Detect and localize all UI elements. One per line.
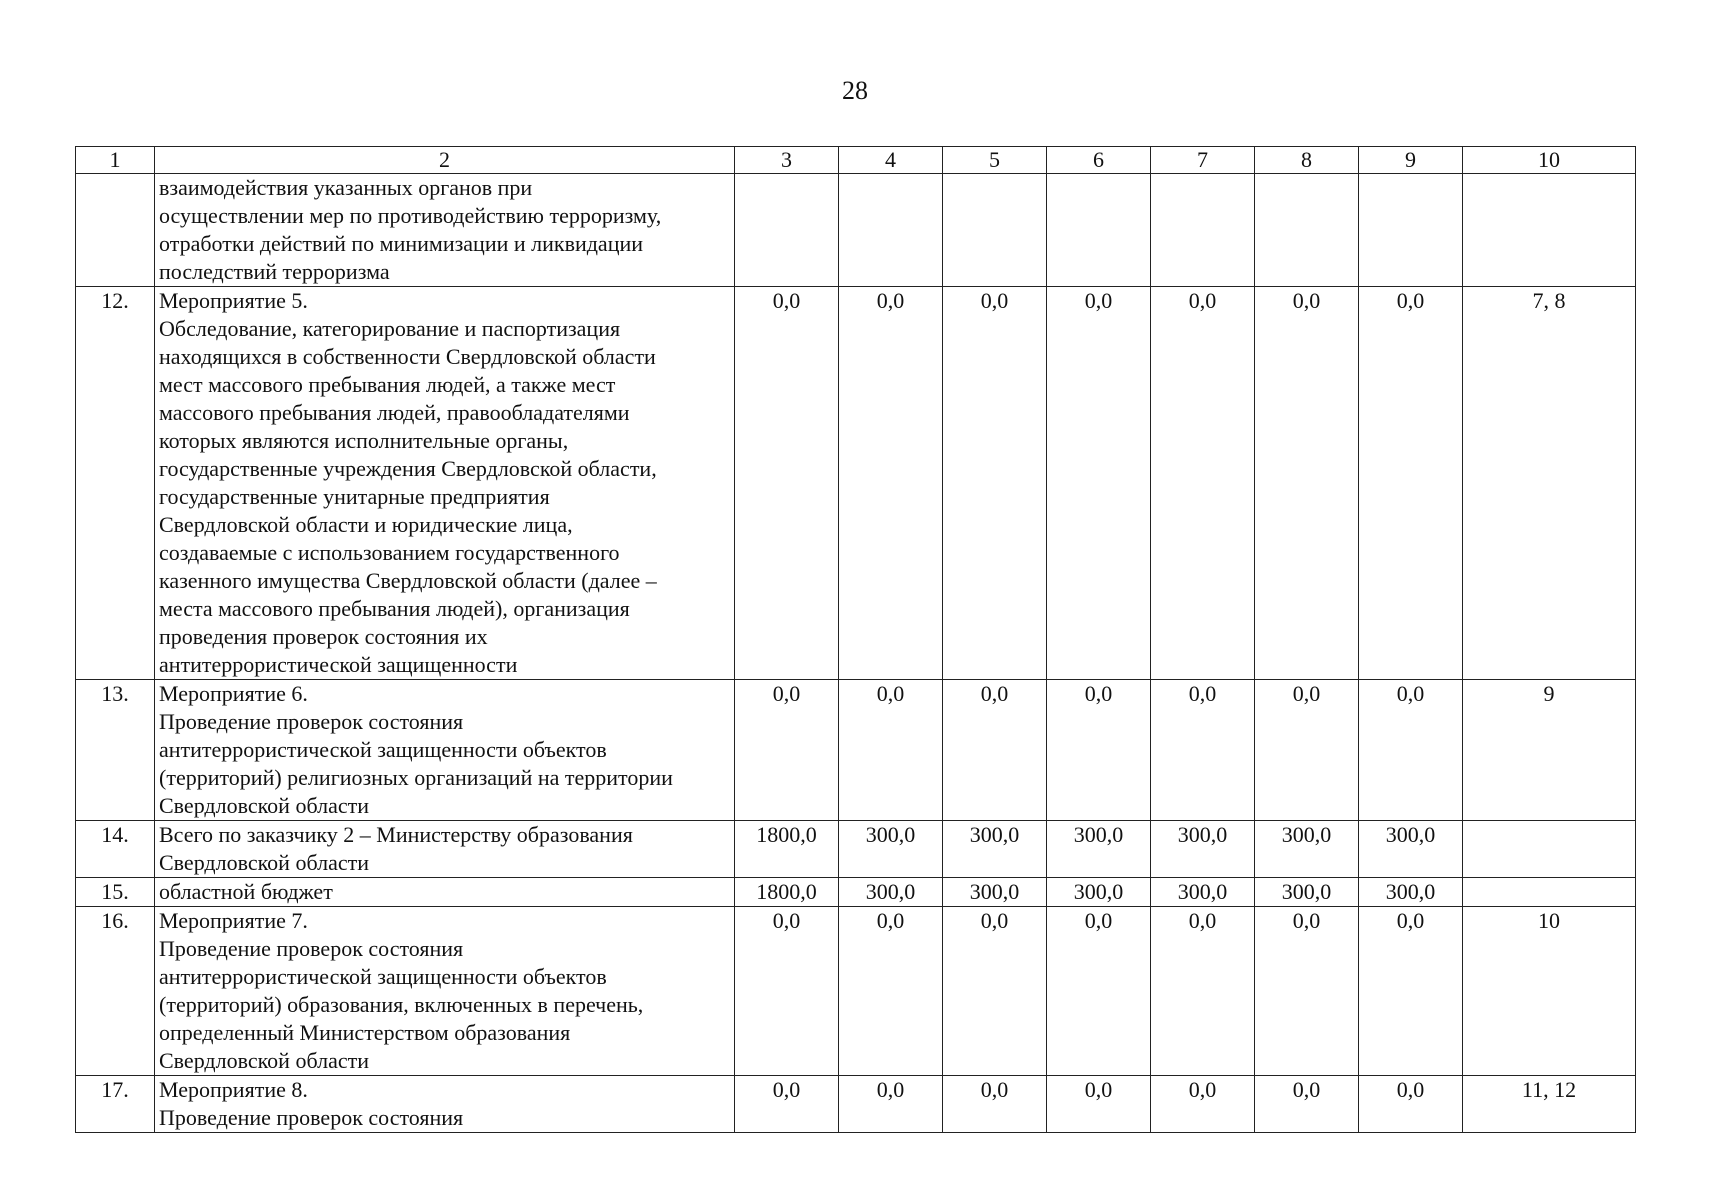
description-line: Проведение проверок состояния bbox=[159, 709, 464, 734]
description-line: отработки действий по минимизации и ликвидации bbox=[159, 231, 644, 256]
column-header: 9 bbox=[1359, 147, 1463, 174]
description-line: находящихся в собственности Свердловской области bbox=[159, 344, 656, 369]
row-number: 16. bbox=[76, 907, 155, 1076]
funding-value: 0,0 bbox=[1047, 907, 1151, 1076]
description-line: Проведение проверок состояния bbox=[159, 936, 464, 961]
funding-value: 0,0 bbox=[1047, 287, 1151, 680]
funding-value bbox=[839, 174, 943, 287]
description-line: проведения проверок состояния их bbox=[159, 624, 488, 649]
description-line: государственные учреждения Свердловской области, bbox=[159, 456, 657, 481]
funding-value: 1800,0 bbox=[735, 878, 839, 907]
target-indicator-ref: 10 bbox=[1463, 907, 1636, 1076]
table-row bbox=[76, 878, 1636, 907]
funding-value: 0,0 bbox=[943, 680, 1047, 821]
description-line: Мероприятие 8. bbox=[159, 1077, 308, 1102]
column-header: 5 bbox=[943, 147, 1047, 174]
target-indicator-ref: 11, 12 bbox=[1463, 1076, 1636, 1133]
funding-value bbox=[1359, 174, 1463, 287]
description-line: антитеррористической защищенности объектов bbox=[159, 737, 607, 762]
description-line: Свердловской области bbox=[159, 793, 369, 818]
description-line: Мероприятие 6. bbox=[159, 681, 308, 706]
description-line: антитеррористической защищенности bbox=[159, 652, 518, 677]
funding-value: 300,0 bbox=[839, 821, 943, 878]
page-number: 28 bbox=[842, 76, 868, 105]
funding-value bbox=[1151, 174, 1255, 287]
funding-value: 300,0 bbox=[839, 878, 943, 907]
description-line: Свердловской области bbox=[159, 850, 369, 875]
funding-value: 0,0 bbox=[943, 1076, 1047, 1133]
target-indicator-ref bbox=[1463, 174, 1636, 287]
description-line: места массового пребывания людей), организация bbox=[159, 596, 630, 621]
row-number: 17. bbox=[76, 1076, 155, 1133]
description-line: определенный Министерством образования bbox=[159, 1020, 571, 1045]
column-header: 7 bbox=[1151, 147, 1255, 174]
table-row bbox=[76, 680, 1636, 821]
description-line: которых являются исполнительные органы, bbox=[159, 428, 569, 453]
description-line: взаимодействия указанных органов при bbox=[159, 175, 533, 200]
description-line: антитеррористической защищенности объектов bbox=[159, 964, 607, 989]
column-number-row bbox=[76, 147, 1636, 174]
column-header: 3 bbox=[735, 147, 839, 174]
description-line: Мероприятие 7. bbox=[159, 908, 308, 933]
column-header: 2 bbox=[155, 147, 735, 174]
row-description bbox=[155, 287, 735, 680]
funding-value: 0,0 bbox=[1255, 287, 1359, 680]
funding-value bbox=[1047, 174, 1151, 287]
funding-value: 0,0 bbox=[839, 680, 943, 821]
funding-value: 0,0 bbox=[943, 907, 1047, 1076]
funding-value: 0,0 bbox=[943, 287, 1047, 680]
funding-value: 0,0 bbox=[1255, 680, 1359, 821]
funding-value: 300,0 bbox=[1047, 878, 1151, 907]
row-description bbox=[155, 821, 735, 878]
funding-value: 0,0 bbox=[1359, 287, 1463, 680]
funding-value bbox=[1255, 174, 1359, 287]
row-description bbox=[155, 878, 735, 907]
column-header: 8 bbox=[1255, 147, 1359, 174]
target-indicator-ref: 7, 8 bbox=[1463, 287, 1636, 680]
row-description bbox=[155, 174, 735, 287]
description-line: Обследование, категорирование и паспортизация bbox=[159, 316, 621, 341]
funding-value: 0,0 bbox=[1047, 680, 1151, 821]
funding-value: 0,0 bbox=[735, 287, 839, 680]
description-line: казенного имущества Свердловской области (далее – bbox=[159, 568, 657, 593]
description-line: мест массового пребывания людей, а также мест bbox=[159, 372, 616, 397]
funding-value: 300,0 bbox=[1255, 878, 1359, 907]
description-line: массового пребывания людей, правообладателями bbox=[159, 400, 630, 425]
row-number bbox=[76, 174, 155, 287]
target-indicator-ref bbox=[1463, 821, 1636, 878]
funding-value: 0,0 bbox=[735, 680, 839, 821]
description-line: создаваемые с использованием государственного bbox=[159, 540, 620, 565]
table-row bbox=[76, 907, 1636, 1076]
row-number: 12. bbox=[76, 287, 155, 680]
table-row bbox=[76, 287, 1636, 680]
description-line: Свердловской области и юридические лица, bbox=[159, 512, 573, 537]
table-row bbox=[76, 821, 1636, 878]
funding-value: 0,0 bbox=[735, 1076, 839, 1133]
funding-value: 300,0 bbox=[1047, 821, 1151, 878]
funding-value: 0,0 bbox=[1151, 680, 1255, 821]
description-line: (территорий) образования, включенных в перечень, bbox=[159, 992, 644, 1017]
table-row bbox=[76, 1076, 1636, 1133]
funding-value: 0,0 bbox=[1047, 1076, 1151, 1133]
funding-value: 300,0 bbox=[1359, 821, 1463, 878]
row-description bbox=[155, 907, 735, 1076]
funding-value: 300,0 bbox=[943, 821, 1047, 878]
program-table bbox=[75, 146, 1636, 1133]
column-header: 1 bbox=[76, 147, 155, 174]
row-number: 15. bbox=[76, 878, 155, 907]
description-line: областной бюджет bbox=[159, 879, 333, 904]
funding-value: 0,0 bbox=[1359, 1076, 1463, 1133]
target-indicator-ref bbox=[1463, 878, 1636, 907]
funding-value: 1800,0 bbox=[735, 821, 839, 878]
funding-value bbox=[735, 174, 839, 287]
funding-value: 0,0 bbox=[1359, 907, 1463, 1076]
funding-value: 0,0 bbox=[1151, 1076, 1255, 1133]
funding-value: 300,0 bbox=[1255, 821, 1359, 878]
row-description bbox=[155, 680, 735, 821]
funding-value: 300,0 bbox=[1359, 878, 1463, 907]
description-line: Проведение проверок состояния bbox=[159, 1105, 464, 1130]
row-number: 14. bbox=[76, 821, 155, 878]
description-line: осуществлении мер по противодействию терроризму, bbox=[159, 203, 662, 228]
funding-value: 0,0 bbox=[1359, 680, 1463, 821]
table-row bbox=[76, 174, 1636, 287]
funding-value: 0,0 bbox=[1151, 287, 1255, 680]
funding-value: 0,0 bbox=[735, 907, 839, 1076]
column-header: 10 bbox=[1463, 147, 1636, 174]
funding-value: 0,0 bbox=[1255, 1076, 1359, 1133]
description-line: (территорий) религиозных организаций на территории bbox=[159, 765, 673, 790]
funding-value: 0,0 bbox=[839, 1076, 943, 1133]
row-description bbox=[155, 1076, 735, 1133]
column-header: 6 bbox=[1047, 147, 1151, 174]
funding-value: 0,0 bbox=[839, 287, 943, 680]
funding-value: 0,0 bbox=[1255, 907, 1359, 1076]
description-line: Всего по заказчику 2 – Министерству образования bbox=[159, 822, 633, 847]
funding-value: 0,0 bbox=[839, 907, 943, 1076]
description-line: государственные унитарные предприятия bbox=[159, 484, 550, 509]
row-number: 13. bbox=[76, 680, 155, 821]
funding-value: 300,0 bbox=[1151, 878, 1255, 907]
funding-value bbox=[943, 174, 1047, 287]
description-line: Мероприятие 5. bbox=[159, 288, 308, 313]
column-header: 4 bbox=[839, 147, 943, 174]
description-line: последствий терроризма bbox=[159, 259, 390, 284]
target-indicator-ref: 9 bbox=[1463, 680, 1636, 821]
funding-value: 0,0 bbox=[1151, 907, 1255, 1076]
funding-value: 300,0 bbox=[943, 878, 1047, 907]
funding-value: 300,0 bbox=[1151, 821, 1255, 878]
description-line: Свердловской области bbox=[159, 1048, 369, 1073]
